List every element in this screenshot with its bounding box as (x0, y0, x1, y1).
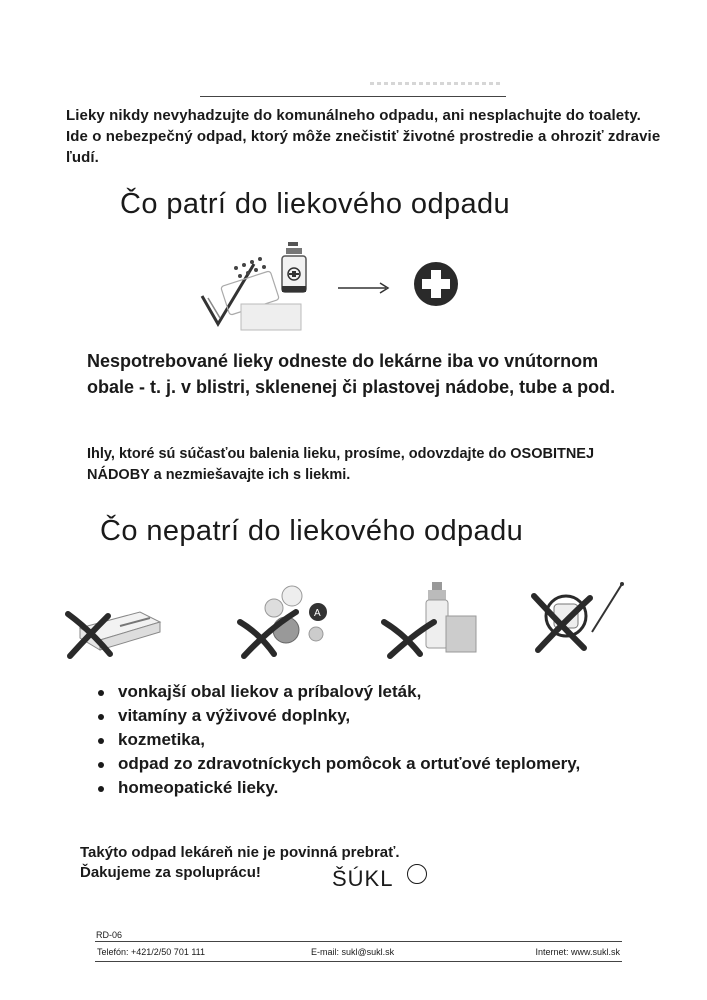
crossed-cosmetics-icon (384, 582, 476, 656)
list-item: vonkajší obal liekov a príbalový leták, (96, 680, 616, 704)
not-belongs-list (96, 680, 616, 800)
closing-line-1: Takýto odpad lekáreň nie je povinná prebrať. (80, 844, 400, 861)
sukl-logo (332, 862, 432, 894)
bullet-icon (98, 762, 104, 768)
list-item: kozmetika, (96, 728, 616, 752)
footer-rule-bottom (95, 961, 622, 962)
document-code: RD-06 (96, 930, 123, 940)
crossed-thermometer-icon (534, 582, 624, 650)
footer-email: E-mail: sukl@sukl.sk (311, 947, 395, 957)
bullet-icon (98, 714, 104, 720)
footer (95, 947, 622, 961)
paragraph-return-medicines: Nespotrebované lieky odneste do lekárne iba vo vnútornom obale - t. j. v blistri, sklenenej či plastovej nádobe, tube a pod. (87, 351, 616, 397)
crossed-vitamins-icon (240, 586, 327, 656)
not-belongs-icons (60, 578, 650, 668)
arrow-right-icon (338, 283, 388, 293)
bullet-icon (98, 786, 104, 792)
list-item: odpad zo zdravotníckych pomôcok a ortuťové teplomery, (96, 752, 616, 776)
section-title-not-belongs: Čo nepatrí do liekového odpadu (100, 515, 524, 547)
logo-text: ŠÚKL (332, 866, 394, 891)
footer-phone: Telefón: +421/2/50 701 111 (97, 947, 206, 957)
pharmacy-cross-icon (414, 262, 458, 306)
intro-paragraph: Lieky nikdy nevyhadzujte do komunálneho odpadu, ani nesplachujte do toalety. Ide o nebezpečný odpad, ktorý môže znečistiť životné prostredie a ohroziť zdravie ľudí. (66, 107, 661, 166)
footer-website: Internet: www.sukl.sk (535, 947, 620, 957)
medicine-bottle-icon (282, 242, 306, 292)
bullet-icon (98, 738, 104, 744)
belongs-illustration (196, 238, 476, 338)
closing-line-2: Ďakujeme za spoluprácu! (80, 864, 261, 881)
header-rule (200, 96, 506, 97)
bullet-icon (98, 690, 104, 696)
crossed-box-icon (68, 612, 160, 656)
svg-text:A: A (314, 608, 321, 619)
logo-ring-icon (407, 864, 427, 884)
footer-rule-top (95, 941, 622, 942)
paragraph-needles: Ihly, ktoré sú súčasťou balenia lieku, prosíme, odovzdajte do OSOBITNEJ NÁDOBY a nezmiešavajte ich s liekmi. (87, 446, 595, 483)
list-item: homeopatické lieky. (96, 776, 616, 800)
header-faint-text (370, 82, 500, 85)
section-title-belongs: Čo patrí do liekového odpadu (120, 188, 511, 220)
list-item: vitamíny a výživové doplnky, (96, 704, 616, 728)
